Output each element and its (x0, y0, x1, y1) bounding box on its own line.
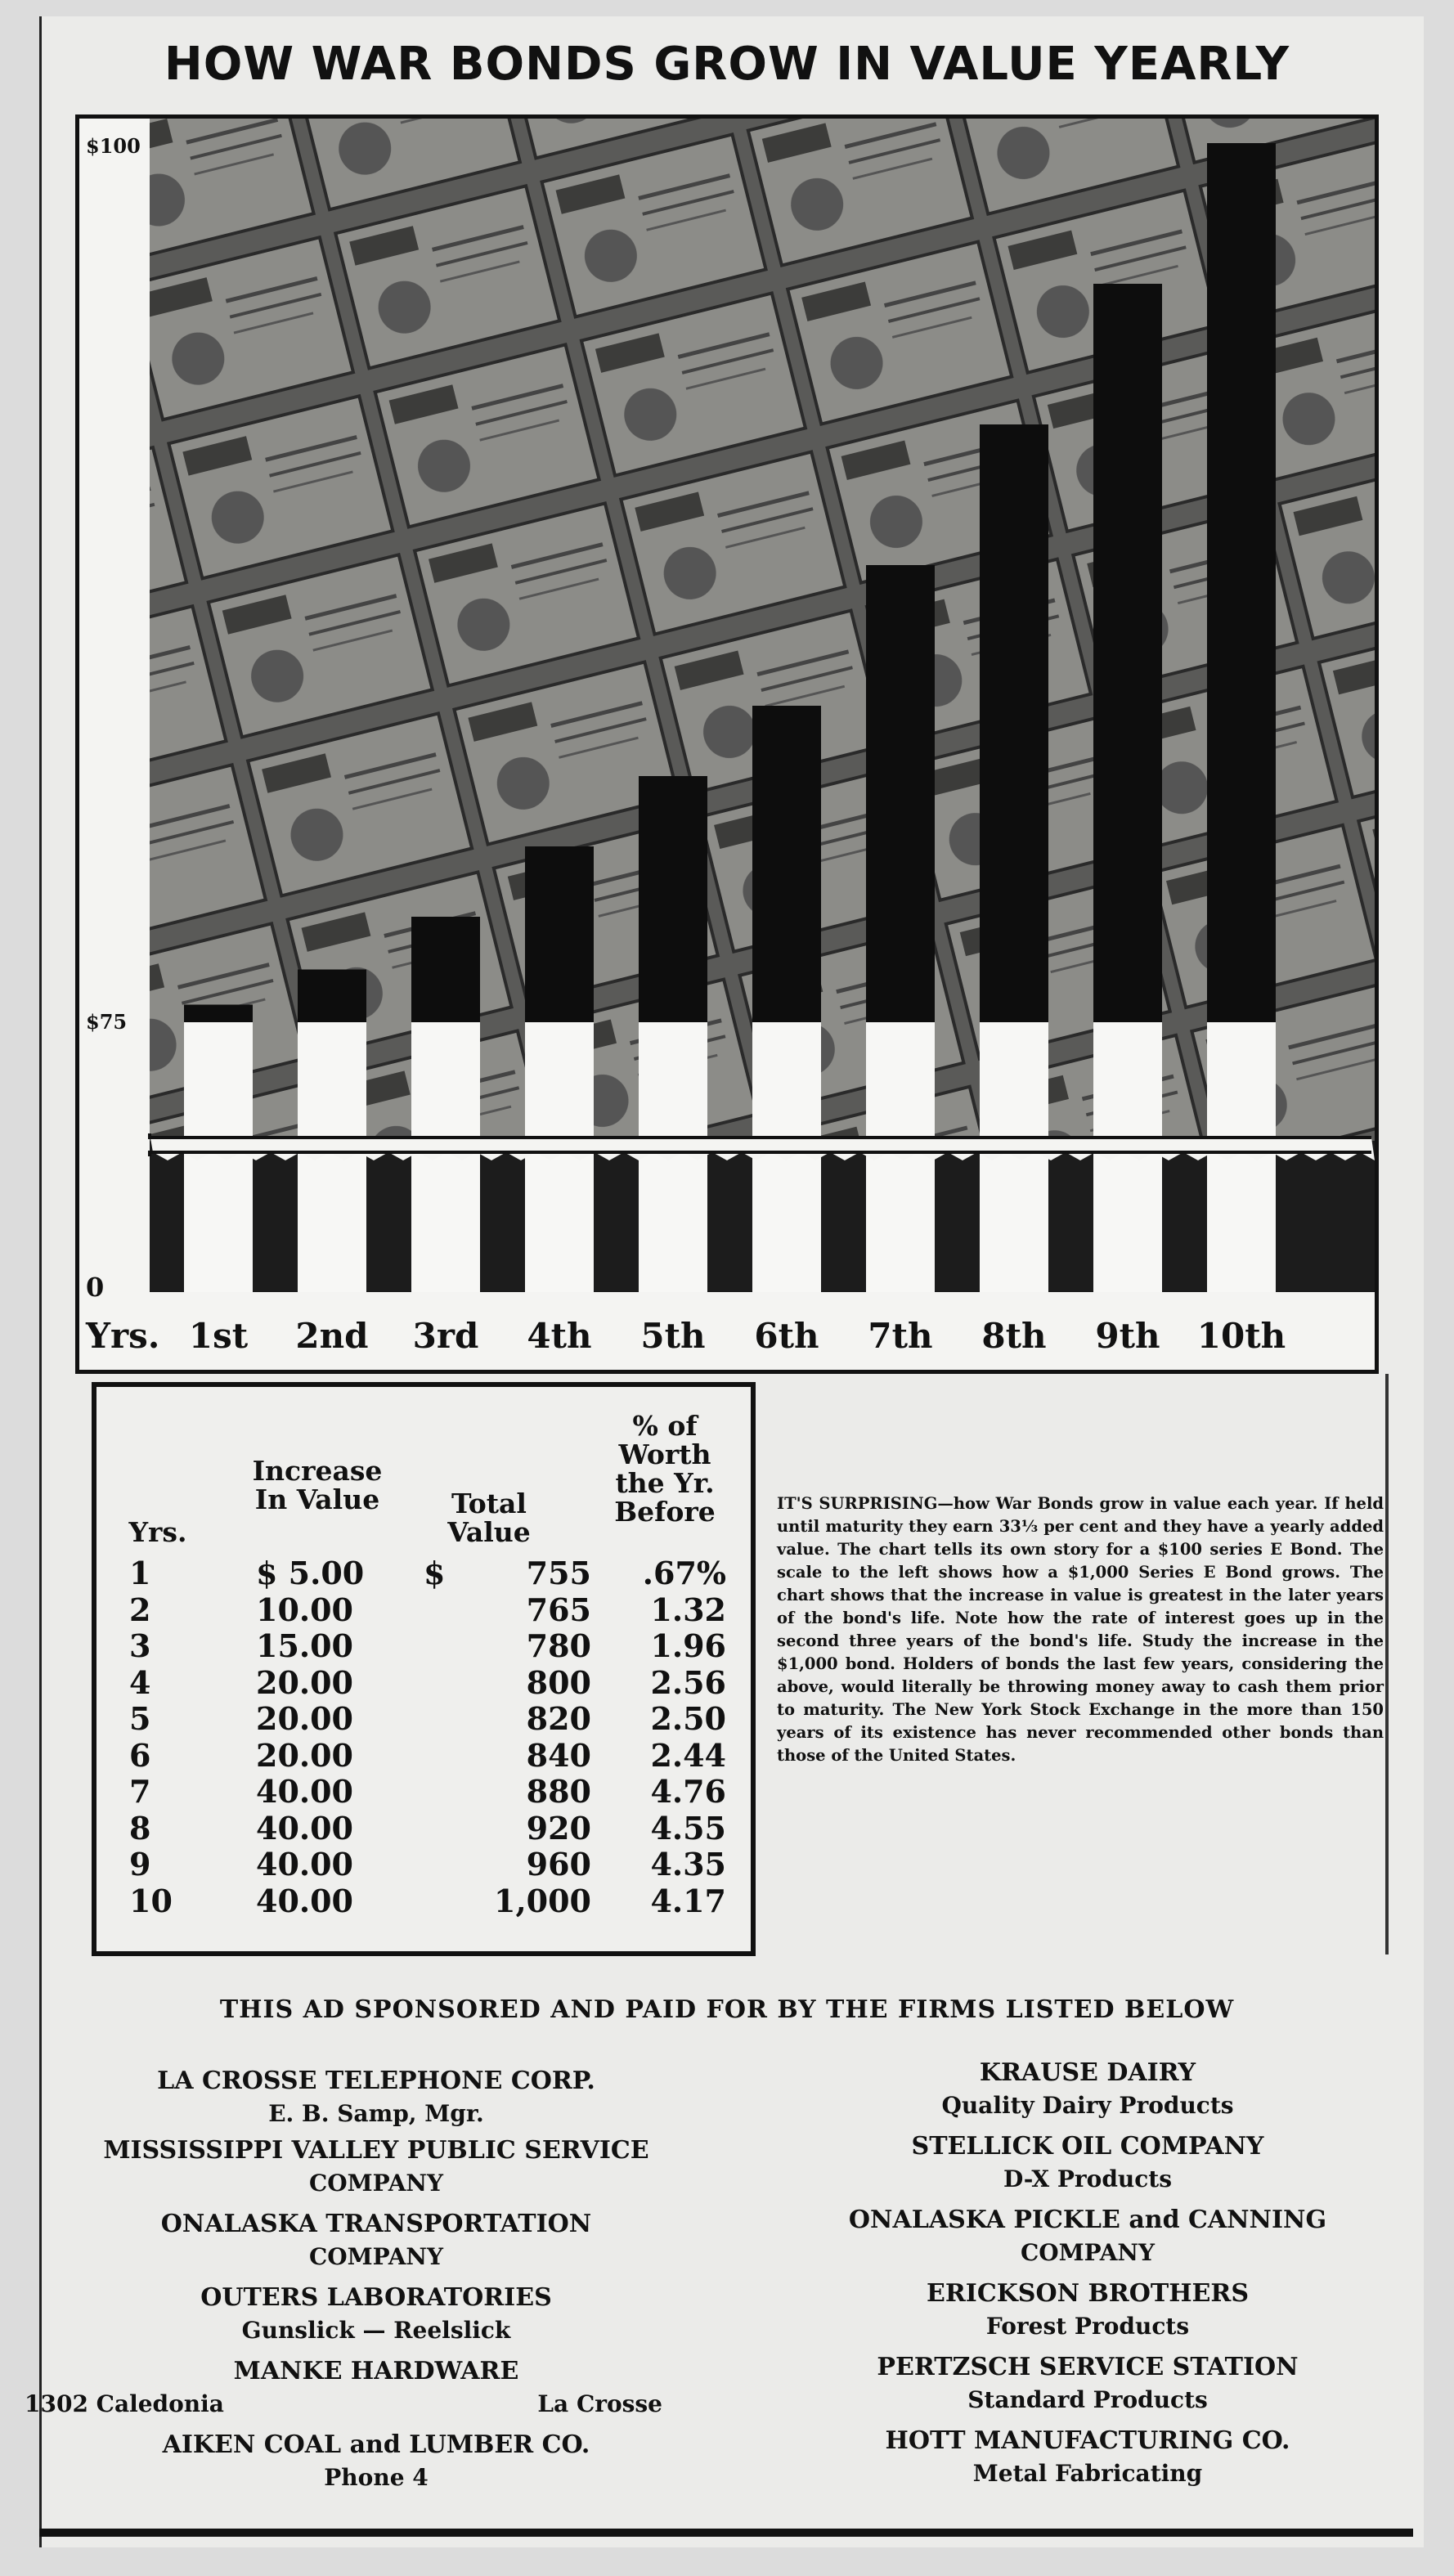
cell-increase: $ 5.00 (256, 1555, 365, 1591)
sponsor-name: KRAUSE DAIRY (979, 2058, 1196, 2087)
sponsor-detail: COMPANY (309, 2170, 443, 2197)
cell-percent: 4.76 (650, 1773, 726, 1810)
header-yrs: Yrs. (128, 1516, 187, 1548)
bar-upper-10 (1207, 143, 1276, 1022)
bond-growth-table (92, 1382, 756, 1956)
table-row (96, 1591, 751, 1627)
cell-total: 755 (526, 1555, 591, 1591)
sponsor-name: ONALASKA TRANSPORTATION (160, 2210, 592, 2238)
sponsor-entry (90, 2208, 662, 2273)
bar-upper-7 (866, 565, 935, 1022)
sponsor-street: 1302 Caledonia (25, 2390, 224, 2417)
cell-increase: 40.00 (256, 1846, 353, 1883)
cell-percent: 2.56 (650, 1663, 726, 1701)
sponsor-entry (801, 2130, 1374, 2196)
sponsor-entry (801, 2204, 1374, 2269)
x-tick-label: 7th (868, 1316, 933, 1356)
cell-percent: 4.17 (650, 1882, 726, 1919)
x-tick-label: 10th (1196, 1316, 1286, 1356)
sponsor-name: MISSISSIPPI VALLEY PUBLIC SERVICE (103, 2136, 649, 2165)
cell-increase: 20.00 (256, 1663, 353, 1701)
bar-upper-4 (525, 846, 594, 1022)
table-row (96, 1883, 751, 1919)
cell-total: 840 (526, 1736, 591, 1774)
cell-percent: 2.50 (650, 1700, 726, 1737)
sponsor-entry (801, 2278, 1374, 2343)
bond-chart-frame (75, 114, 1379, 1374)
cell-percent: 4.55 (650, 1809, 726, 1847)
sponsor-detail: Standard Products (967, 2386, 1208, 2413)
cell-total: 1,000 (494, 1882, 591, 1919)
sponsor-name: OUTERS LABORATORIES (200, 2283, 552, 2312)
x-tick-label: 6th (754, 1316, 819, 1356)
bar-lower-2 (298, 1022, 366, 1292)
cell-year: 4 (129, 1663, 151, 1701)
bottom-rule (39, 2529, 1413, 2537)
y-tick-label: 0 (86, 1272, 105, 1303)
bar-lower-10 (1207, 1022, 1276, 1292)
sponsor-city: La Crosse (537, 2390, 662, 2417)
cell-year: 7 (129, 1773, 151, 1810)
cell-total: 765 (526, 1591, 591, 1628)
bond-certificates-background (79, 119, 1375, 1370)
cell-increase: 40.00 (256, 1882, 353, 1919)
x-tick-label: 9th (1095, 1316, 1160, 1356)
table-row (96, 1773, 751, 1809)
y-tick-label: $75 (86, 1010, 128, 1034)
cell-year: 6 (129, 1736, 151, 1774)
cell-increase: 15.00 (256, 1627, 353, 1664)
sponsor-name: LA CROSSE TELEPHONE CORP. (157, 2067, 595, 2095)
sponsor-detail: Forest Products (985, 2313, 1190, 2340)
bar-upper-3 (411, 917, 480, 1022)
cell-total: 960 (526, 1846, 591, 1883)
x-tick-label: 4th (527, 1316, 592, 1356)
x-tick-label: 8th (981, 1316, 1047, 1356)
cell-year: 8 (129, 1809, 151, 1847)
cell-increase: 40.00 (256, 1773, 353, 1810)
sponsor-entry (90, 2429, 662, 2494)
bar-upper-2 (298, 970, 366, 1023)
table-row (96, 1700, 751, 1736)
cell-total: 920 (526, 1809, 591, 1847)
cell-total-currency: $ (424, 1555, 446, 1591)
cell-year: 9 (129, 1846, 151, 1883)
x-axis-prefix: Yrs. (86, 1316, 160, 1356)
sponsor-entry (90, 2134, 662, 2200)
cell-year: 10 (129, 1882, 173, 1919)
cell-increase: 10.00 (256, 1591, 353, 1628)
sponsor-name: ONALASKA PICKLE and CANNING (848, 2206, 1327, 2234)
headline: HOW WAR BONDS GROW IN VALUE YEARLY (164, 38, 1290, 91)
table-row (96, 1737, 751, 1773)
sponsor-address (25, 2388, 662, 2421)
cell-increase: 20.00 (256, 1736, 353, 1774)
column-rule (1385, 1374, 1389, 1954)
table-row (96, 1664, 751, 1700)
y-tick-label: $100 (86, 134, 141, 158)
cell-year: 3 (129, 1627, 151, 1664)
x-tick-label: 3rd (412, 1316, 479, 1356)
cell-year: 2 (129, 1591, 151, 1628)
sponsor-heading: THIS AD SPONSORED AND PAID FOR BY THE FIRMS LISTED BELOW (219, 1995, 1235, 2024)
bar-upper-8 (980, 424, 1048, 1022)
bar-upper-9 (1093, 284, 1162, 1022)
sponsor-detail: Gunslick — Reelslick (241, 2317, 511, 2344)
cell-year: 5 (129, 1700, 151, 1737)
sponsor-entry (90, 2065, 662, 2130)
bond-value-chart (79, 119, 1375, 1370)
cell-increase: 40.00 (256, 1809, 353, 1847)
table-row (96, 1627, 751, 1663)
table-row (96, 1810, 751, 1846)
cell-total: 880 (526, 1773, 591, 1810)
sponsor-detail: COMPANY (309, 2243, 443, 2270)
cell-percent: .67% (642, 1555, 726, 1591)
sponsor-name: ERICKSON BROTHERS (927, 2279, 1249, 2308)
cell-percent: 2.44 (650, 1736, 726, 1774)
cell-total: 820 (526, 1700, 591, 1737)
x-tick-label: 1st (188, 1316, 249, 1356)
y-axis-strip (79, 119, 150, 1292)
table-row (96, 1555, 751, 1591)
sponsor-detail: E. B. Samp, Mgr. (268, 2100, 484, 2127)
x-axis-strip (79, 1292, 1375, 1370)
cell-total: 800 (526, 1663, 591, 1701)
x-tick-label: 2nd (295, 1316, 369, 1356)
x-tick-label: 5th (640, 1316, 706, 1356)
cell-increase: 20.00 (256, 1700, 353, 1737)
cell-percent: 4.35 (650, 1846, 726, 1883)
bar-upper-5 (639, 776, 707, 1022)
header-increase: Increase In Value (252, 1455, 383, 1515)
bar-upper-1 (184, 1005, 253, 1023)
cell-percent: 1.96 (650, 1627, 726, 1664)
sponsor-name: PERTZSCH SERVICE STATION (877, 2353, 1299, 2381)
sponsor-detail: Quality Dairy Products (941, 2092, 1234, 2119)
cell-year: 1 (129, 1555, 151, 1591)
sponsor-detail: Phone 4 (324, 2464, 429, 2491)
cell-percent: 1.32 (650, 1591, 726, 1628)
sponsor-detail: Metal Fabricating (972, 2460, 1203, 2487)
sponsor-detail: COMPANY (1021, 2239, 1155, 2266)
table-row (96, 1846, 751, 1882)
sponsor-detail: D-X Products (1003, 2165, 1173, 2192)
sponsor-entry (801, 2425, 1374, 2490)
bar-upper-6 (752, 706, 821, 1022)
sponsor-entry (801, 2351, 1374, 2417)
sponsor-name: STELLICK OIL COMPANY (911, 2132, 1264, 2161)
sponsor-name: MANKE HARDWARE (233, 2357, 519, 2385)
header-total: Total Value (447, 1488, 531, 1548)
sponsor-name: AIKEN COAL and LUMBER CO. (162, 2430, 590, 2459)
body-text: IT'S SURPRISING—how War Bonds grow in value each year. If held until maturity they earn 33⅓ per cent and they have a yearly added value. The chart tells its own story for a $100 series E Bond. The scale to the left shows how a $1,000 Series E Bond grows. The chart shows that the increase in value is greatest in the later years of the bond's life. Note how the rate of interest goes up in the second three years of the bond's life. Study the increase in the $1,000 bond. Holders of bonds the last few years, considering the above, would literally be throwing money away to cash them prior to maturity. The New York Stock Exchange in the more than 150 years of its existence has never recommended other bonds than those of the United States. (777, 1494, 1384, 1765)
bar-lower-3 (411, 1022, 480, 1292)
bar-lower-9 (1093, 1022, 1162, 1292)
sponsor-entry (25, 2355, 662, 2421)
sponsor-entry (90, 2282, 662, 2347)
sponsor-name: HOTT MANUFACTURING CO. (885, 2426, 1290, 2455)
cell-total: 780 (526, 1627, 591, 1664)
header-percent: % of Worth the Yr. Before (614, 1410, 716, 1528)
sponsor-entry (801, 2057, 1374, 2122)
